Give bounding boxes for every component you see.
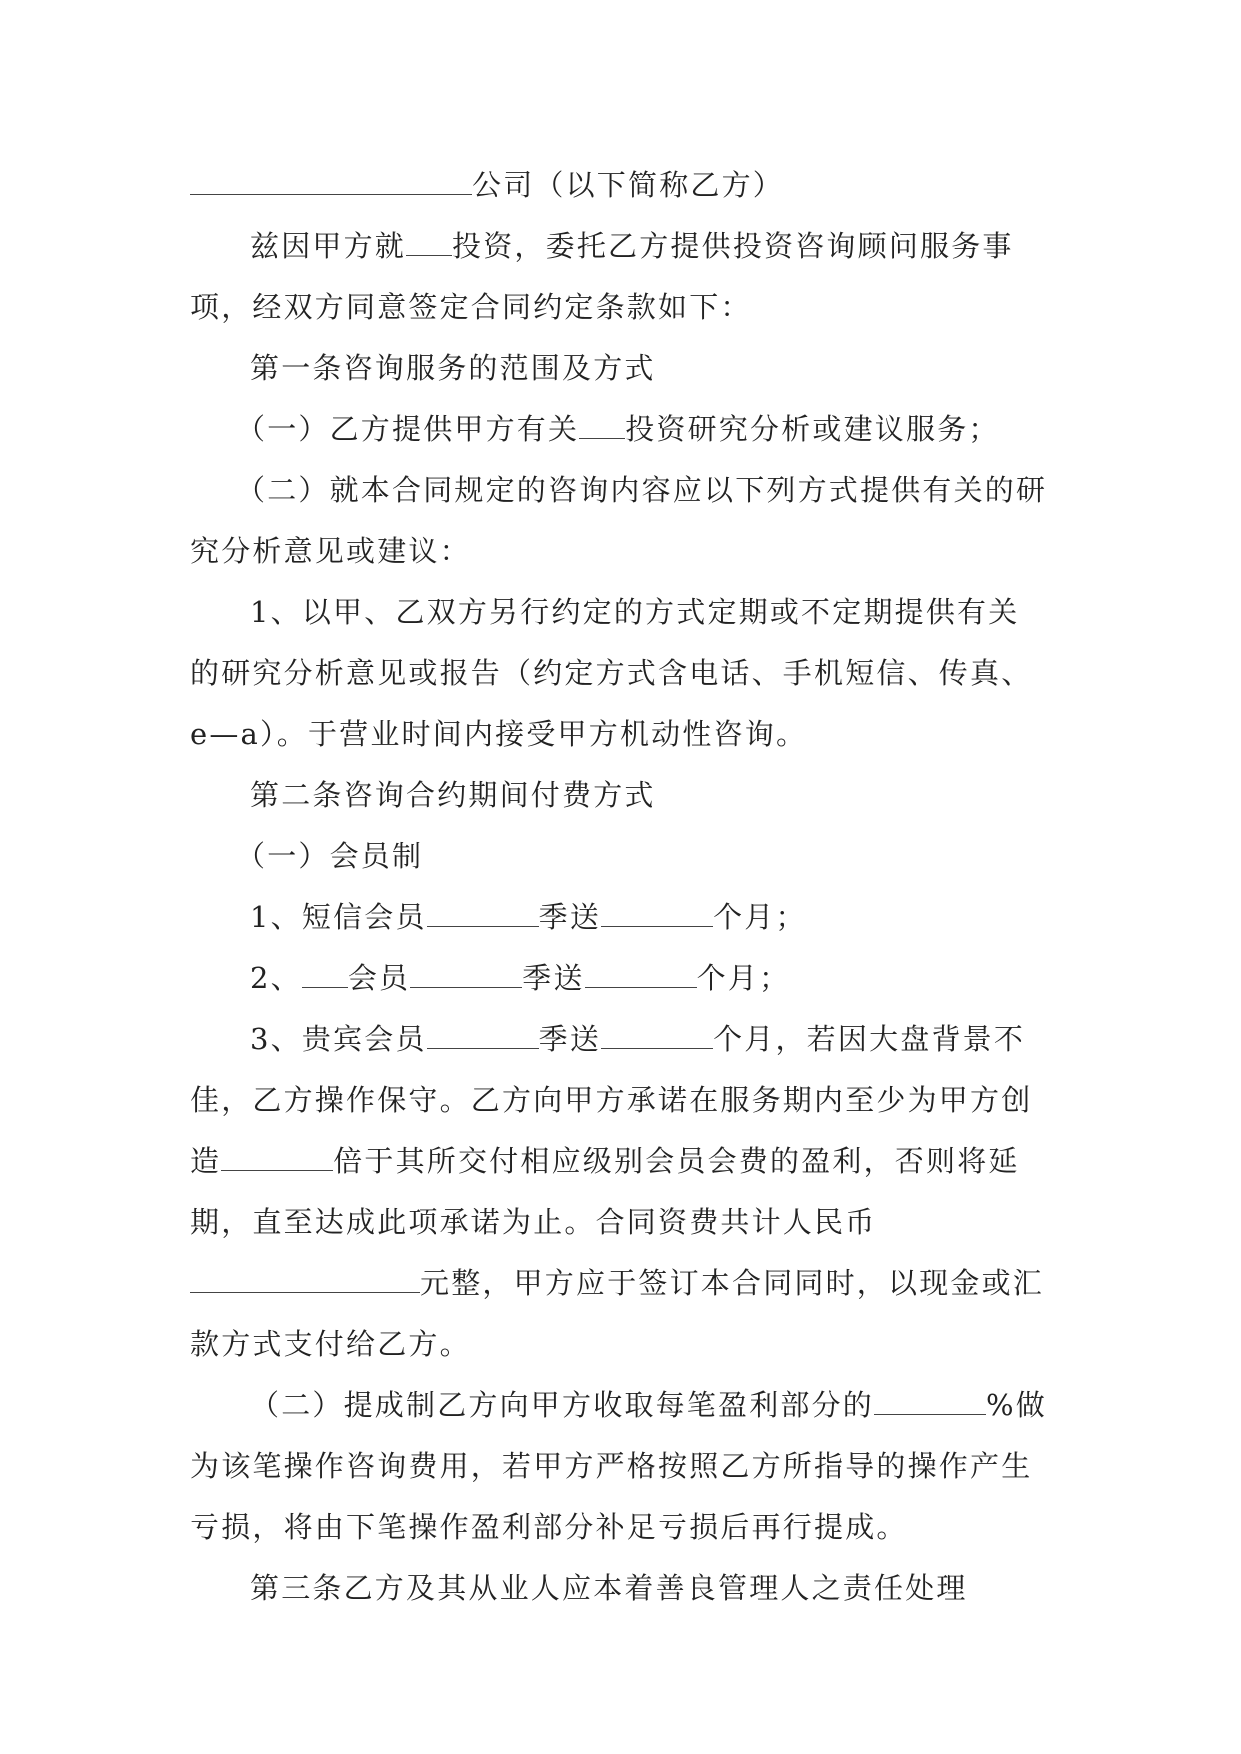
blank-investment-type	[406, 227, 452, 256]
blank-member-months	[585, 959, 697, 988]
article-1-title: 第一条咨询服务的范围及方式	[250, 351, 656, 385]
article-2-title: 第二条咨询合约期间付费方式	[250, 778, 656, 812]
article-1-item-2: （二）就本合同规定的咨询内容应以下列方式提供有关的研究分析意见或建议：	[190, 473, 1048, 568]
blank-company-name	[190, 166, 472, 195]
document-body	[190, 155, 1050, 1619]
article-1-item-2-sub-1: 1、以甲、乙双方另行约定的方式定期或不定期提供有关的研究分析意见或报告（约定方式含电话、手机短信、传真、e—a）。于营业时间内接受甲方机动性咨询。	[190, 595, 1033, 751]
blank-sms-months	[601, 898, 713, 927]
member-line-3: 3、贵宾会员 季送 个月，若因大盘背景不佳，乙方操作保守。乙方向甲方承诺在服务期内至少为甲方创造 倍于其所交付相应级别会员会费的盈利，否则将延期，直至达成此项承诺为止。合同资费共计人民币元整，甲方应于签订本合同同时，以现金或汇款方式支付给乙方。	[190, 1022, 1045, 1361]
blank-vip-fee	[427, 1020, 539, 1049]
member-line-2: 2、 会员 季送 个月；	[250, 961, 791, 995]
blank-member-fee	[410, 959, 522, 988]
blank-vip-months	[601, 1020, 713, 1049]
article-3-start: 第三条乙方及其从业人应本着善良管理人之责任处理	[250, 1571, 968, 1605]
intro-paragraph: 兹因甲方就 投资，委托乙方提供投资咨询顾问服务事项，经双方同意签定合同约定条款如下：	[190, 229, 1014, 324]
blank-investment-field	[579, 410, 625, 439]
blank-member-type	[302, 959, 348, 988]
article-2-item-1: （一）会员制	[236, 839, 424, 873]
blank-sms-fee	[427, 898, 539, 927]
article-2-item-2: （二）提成制乙方向甲方收取每笔盈利部分的 %做为该笔操作咨询费用，若甲方严格按照乙方所指导的操作产生亏损，将由下笔操作盈利部分补足亏损后再行提成。	[190, 1388, 1047, 1544]
article-1-item-1: （一）乙方提供甲方有关 投资研究分析或建议服务；	[236, 412, 1000, 446]
member-line-1: 1、短信会员 季送 个月；	[250, 900, 807, 934]
blank-total-amount	[190, 1264, 420, 1293]
blank-profit-multiple	[221, 1142, 333, 1171]
party-b-line: 公司（以下简称乙方）	[190, 155, 1050, 216]
blank-commission-rate	[874, 1386, 986, 1415]
